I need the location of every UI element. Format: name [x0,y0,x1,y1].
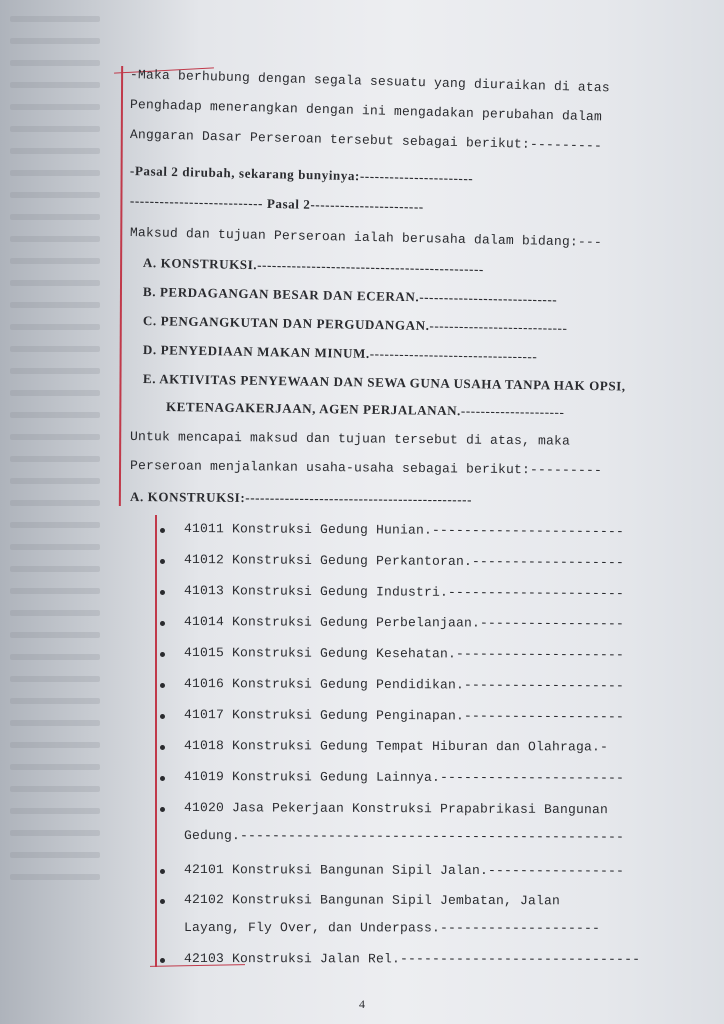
list-item-41016: 41016 Konstruksi Gedung Pendidikan.-------------------- [183,676,625,694]
pasal-heading: --------------------------- Pasal 2----------------------- [129,193,424,215]
list-item-41019: 41019 Konstruksi Gedung Lainnya.----------------------- [183,769,625,786]
bullet-icon [160,559,165,564]
list-item-41014: 41014 Konstruksi Gedung Perbelanjaan.------------------ [183,614,625,632]
bullet-icon [160,683,165,688]
list-item-41013: 41013 Konstruksi Gedung Industri.---------------------- [183,583,625,602]
list-item-42102: 42102 Konstruksi Bangunan Sipil Jembatan, Jalan [183,892,561,909]
bullet-icon [160,776,165,781]
field-a: A. KONSTRUKSI.---------------------------------------------- [142,255,485,277]
section-a-heading: A. KONSTRUKSI:---------------------------------------------- [129,489,473,507]
field-c: C. PENGANGKUTAN DAN PERGUDANGAN.---------------------------- [142,313,568,336]
list-item-41020: 41020 Jasa Pekerjaan Konstruksi Prapabrikasi Bangunan [183,800,609,818]
field-e: E. AKTIVITAS PENYEWAAN DAN SEWA GUNA USAHA TANPA HAK OPSI, [142,371,626,394]
bullet-icon [160,899,165,904]
list-item-41015: 41015 Konstruksi Gedung Kesehatan.--------------------- [183,645,625,663]
pasal-change-line: -Pasal 2 dirubah, sekarang bunyinya:----------------------- [129,163,474,186]
intro-line-2: Penghadap menerangkan dengan ini mengadakan perubahan dalam [129,97,603,125]
list-item-42102-continued: Layang, Fly Over, dan Underpass.-------------------- [183,920,601,936]
bullet-icon [160,869,165,874]
field-b: B. PERDAGANGAN BESAR DAN ECERAN.---------------------------- [142,284,558,307]
bullet-icon [160,958,165,963]
purpose-intro: Maksud dan tujuan Perseroan ialah berusaha dalam bidang:--- [129,225,603,250]
field-d: D. PENYEDIAAN MAKAN MINUM.---------------------------------- [142,342,538,364]
bullet-icon [160,807,165,812]
bullet-icon [160,652,165,657]
list-item-42103: 42103 Konstruksi Jalan Rel.------------------------------ [183,951,641,967]
intro-line-1: -Maka berhubung dengan segala sesuatu yang diuraikan di atas [129,67,611,96]
field-e-continued: KETENAGAKERJAAN, AGEN PERJALANAN.--------------------- [165,399,565,420]
bullet-icon [160,621,165,626]
list-item-41018: 41018 Konstruksi Gedung Tempat Hiburan dan Olahraga.- [183,738,609,755]
intro-line-3: Anggaran Dasar Perseroan tersebut sebagai berikut:--------- [129,127,603,154]
bullet-icon [160,528,165,533]
activities-intro-1: Untuk mencapai maksud dan tujuan tersebut di atas, maka [129,429,571,449]
bullet-icon [160,745,165,750]
bullet-icon [160,590,165,595]
list-item-41011: 41011 Konstruksi Gedung Hunian.------------------------ [183,521,625,540]
activities-intro-2: Perseroan menjalankan usaha-usaha sebagai berikut:--------- [129,458,603,478]
page-number: 4 [359,997,365,1011]
list-item-41017: 41017 Konstruksi Gedung Penginapan.-------------------- [183,707,625,725]
list-item-42101: 42101 Konstruksi Bangunan Sipil Jalan.----------------- [183,862,625,879]
list-item-41012: 41012 Konstruksi Gedung Perkantoran.------------------- [183,552,625,571]
bullet-icon [160,714,165,719]
list-item-41020-continued: Gedung.------------------------------------------------ [183,828,625,845]
